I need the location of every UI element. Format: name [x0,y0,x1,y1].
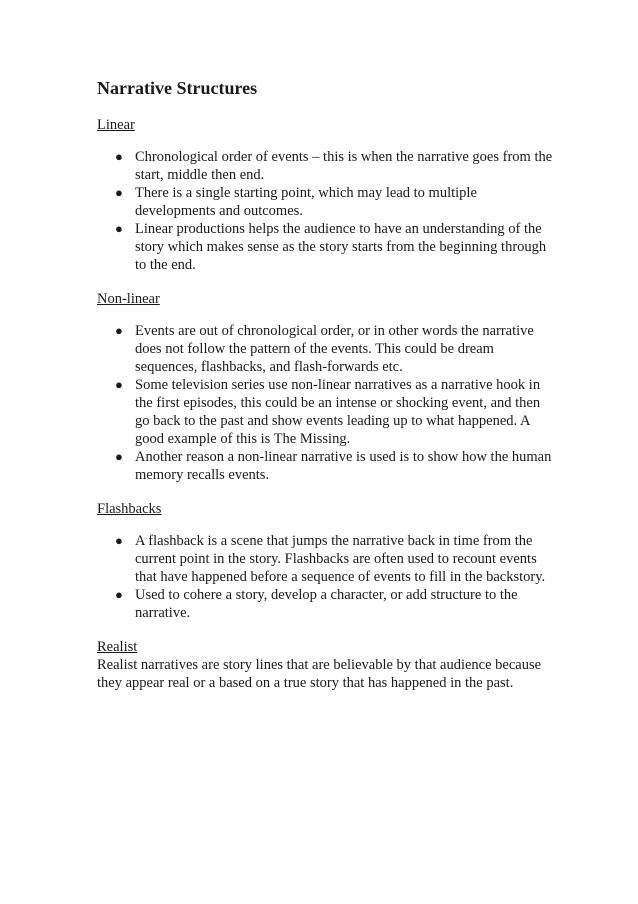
list-item-text: A flashback is a scene that jumps the narrative back in time from the current point in the story. Flashbacks are often used to recount events that have happened before a sequence of events to fill in the backstory. [135,533,546,585]
section-heading: Non-linear [97,291,160,307]
document-title: Narrative Structures [97,78,258,98]
list-item-text: Linear productions helps the audience to have an understanding of the story which makes sense as the story starts from the beginning through to the end. [135,221,547,273]
list-item [97,376,557,448]
section-realist [97,638,557,692]
bullet-icon: ● [115,587,123,602]
section-non-linear [97,290,557,484]
section-linear [97,116,557,274]
bullet-list [97,322,557,484]
list-item [97,322,557,376]
bullet-list [97,148,557,274]
bullet-icon: ● [115,533,123,548]
section-heading: Linear [97,117,135,133]
list-item-text: Another reason a non-linear narrative is used is to show how the human memory recalls events. [135,449,552,483]
list-item [97,220,557,274]
section-flashbacks [97,500,557,622]
list-item-text: There is a single starting point, which may lead to multiple developments and outcomes. [135,185,477,219]
list-item [97,586,557,622]
list-item [97,532,557,586]
section-paragraph: Realist narratives are story lines that are believable by that audience because they appear real or a based on a true story that has happened in the past. [97,657,542,691]
bullet-icon: ● [115,185,123,200]
bullet-icon: ● [115,149,123,164]
list-item [97,148,557,184]
bullet-icon: ● [115,221,123,236]
section-heading: Realist [97,639,138,655]
bullet-icon: ● [115,377,123,392]
list-item [97,184,557,220]
list-item-text: Some television series use non-linear narratives as a narrative hook in the first episodes, this could be an intense or shocking event, and then go back to the past and show events leading up to what happened. A good example of this is The Missing. [135,377,541,447]
list-item [97,448,557,484]
bullet-icon: ● [115,449,123,464]
bullet-icon: ● [115,323,123,338]
section-heading: Flashbacks [97,501,162,517]
document-page [97,76,557,708]
bullet-list [97,532,557,622]
list-item-text: Events are out of chronological order, or in other words the narrative does not follow the pattern of the events. This could be dream sequences, flashbacks, and flash-forwards etc. [135,323,534,375]
list-item-text: Chronological order of events – this is when the narrative goes from the start, middle then end. [135,149,553,183]
list-item-text: Used to cohere a story, develop a character, or add structure to the narrative. [135,587,518,621]
